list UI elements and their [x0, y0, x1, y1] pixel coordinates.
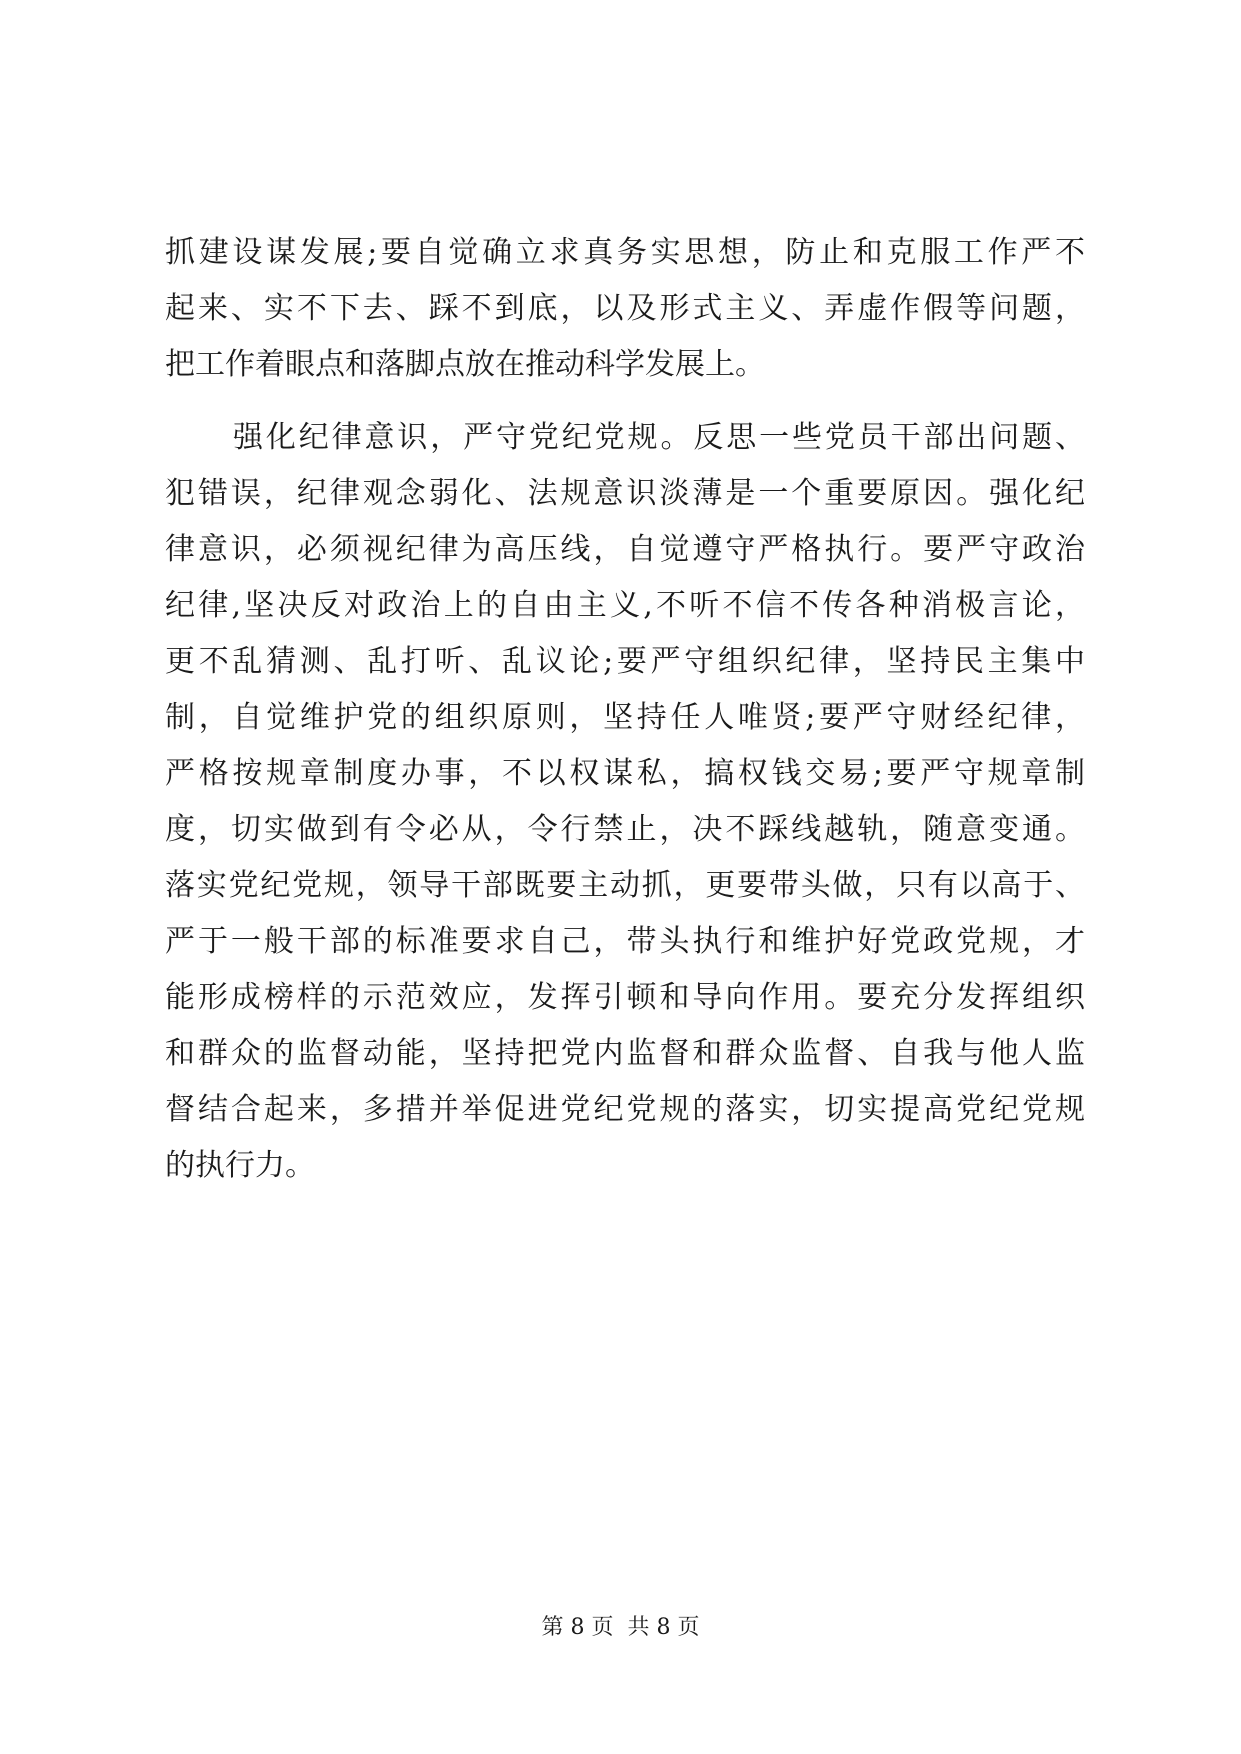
paragraph-continuation — [165, 225, 1085, 393]
paragraph-discipline — [165, 410, 1085, 1194]
text-line: 严于一般干部的标准要求自己，带头执行和维护好党政党规，才 — [165, 924, 1085, 959]
text-line: 犯错误，纪律观念弱化、法规意识淡薄是一个重要原因。强化纪 — [165, 476, 1085, 511]
page-number: 第 8 页 — [541, 1615, 614, 1640]
text-line: 更不乱猜测、乱打听、乱议论;要严守组织纪律，坚持民主集中 — [165, 644, 1085, 679]
text-line: 落实党纪党规，领导干部既要主动抓，更要带头做，只有以高于、 — [165, 868, 1085, 903]
text-line: 督结合起来，多措并举促进党纪党规的落实，切实提高党纪党规 — [165, 1092, 1085, 1127]
page-footer — [0, 1613, 1241, 1643]
text-line: 制，自觉维护党的组织原则，坚持任人唯贤;要严守财经纪律， — [165, 700, 1085, 735]
text-line: 的执行力。 — [165, 1148, 315, 1183]
text-line: 律意识，必须视纪律为高压线，自觉遵守严格执行。要严守政治 — [165, 532, 1085, 567]
text-line: 把工作着眼点和落脚点放在推动科学发展上。 — [165, 347, 765, 382]
text-line: 和群众的监督动能，坚持把党内监督和群众监督、自我与他人监 — [165, 1036, 1085, 1071]
text-line: 严格按规章制度办事，不以权谋私，搞权钱交易;要严守规章制 — [165, 756, 1085, 791]
text-line: 度，切实做到有令必从，令行禁止，决不踩线越轨，随意变通。 — [165, 812, 1085, 847]
paragraph-spacer — [165, 393, 1085, 410]
text-line: 强化纪律意识，严守党纪党规。反思一些党员干部出问题、 — [233, 420, 1085, 455]
text-line: 能形成榜样的示范效应，发挥引顿和导向作用。要充分发挥组织 — [165, 980, 1085, 1015]
text-line: 起来、实不下去、踩不到底，以及形式主义、弄虚作假等问题， — [165, 291, 1085, 326]
document-body — [165, 225, 1085, 1194]
text-line: 抓建设谋发展;要自觉确立求真务实思想，防止和克服工作严不 — [165, 235, 1085, 270]
text-line: 纪律,坚决反对政治上的自由主义,不听不信不传各种消极言论， — [165, 588, 1085, 623]
page-total: 共 8 页 — [627, 1615, 700, 1640]
